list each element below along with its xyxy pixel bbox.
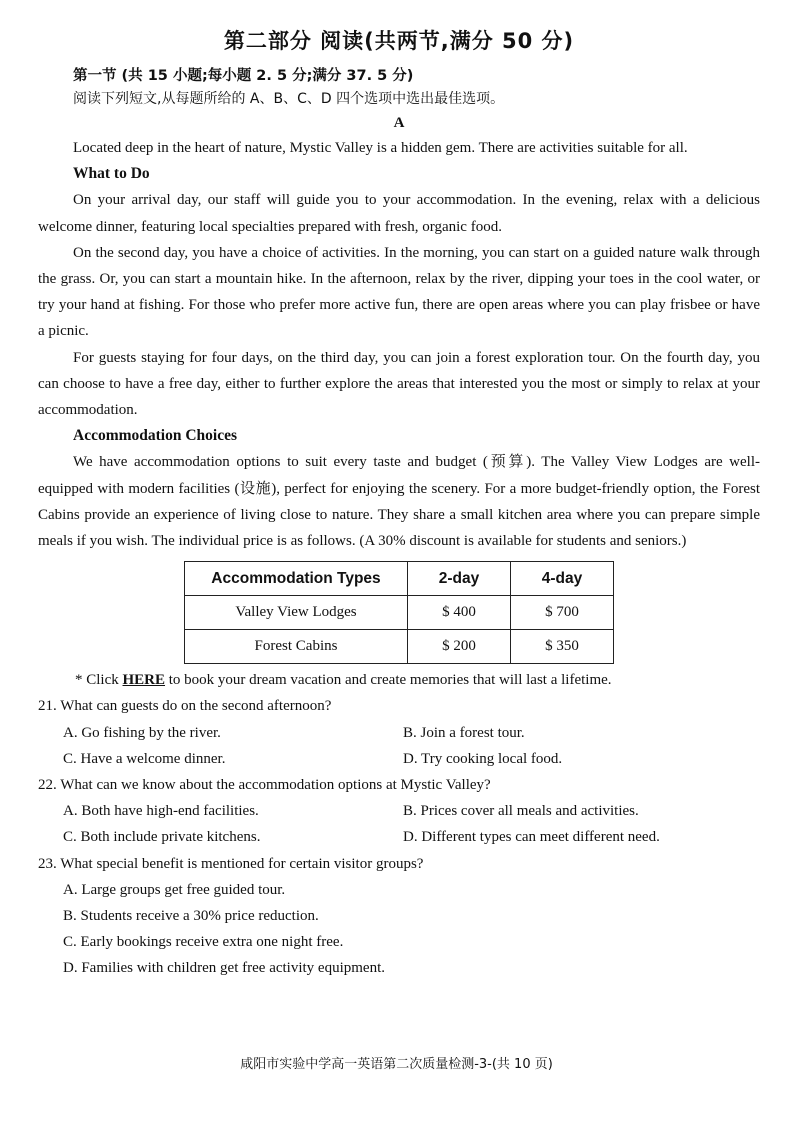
table-cell: Forest Cabins [185, 630, 408, 664]
option: C. Both include private kitchens. [63, 829, 261, 846]
option: B. Prices cover all meals and activities. [403, 803, 639, 820]
booking-suffix: to book your dream vacation and create memories that will last a lifetime. [168, 672, 612, 689]
option: D. Families with children get free activity equipment. [63, 960, 385, 977]
table-header: 4-day [511, 562, 614, 596]
price-table [184, 561, 614, 664]
option: B. Join a forest tour. [403, 724, 525, 741]
question-options [63, 798, 760, 850]
booking-link[interactable]: HERE [122, 672, 166, 689]
option: C. Early bookings receive extra one night free. [63, 934, 344, 951]
paragraph-accommodation: We have accommodation options to suit every taste and budget (预算). The Valley View Lodges are well-equipped with modern facilities (设施), perfect for enjoying the scenery. For a more budget-friendly option, the Forest Cabins provide an experience of living close to nature. They share a small kitchen area where you can prepare simple meals if you wish. The individual price is as follows. (A 30% discount is available for students and seniors.) [38, 454, 760, 550]
paragraph-second-day: On the second day, you have a choice of activities. In the morning, you can start on a guided nature walk through the grass. Or, you can start a mountain hike. In the afternoon, relax by the river, dipping your toes in the cool water, or try your hand at fishing. For those who prefer more active fun, there are open areas where you can play frisbee or have a picnic. [38, 244, 760, 340]
instructions: 阅读下列短文,从每题所给的 A、B、C、D 四个选项中选出最佳选项。 [73, 91, 505, 107]
paragraph-arrival: On your arrival day, our staff will guide you to your accommodation. In the evening, relax with a delicious welcome dinner, featuring local specialties prepared with fresh, organic food. [38, 192, 760, 235]
option: D. Try cooking local food. [403, 750, 563, 767]
table-header: 2-day [408, 562, 511, 596]
section-heading: 第一节 (共 15 小题;每小题 2. 5 分;满分 37. 5 分) [73, 68, 414, 84]
passage-letter: A [393, 115, 405, 131]
passage-intro: Located deep in the heart of nature, Mystic Valley is a hidden gem. There are activities suitable for all. [73, 140, 688, 156]
page-footer: 咸阳市实验中学高一英语第二次质量检测-3-(共 10 页) [240, 1057, 553, 1072]
option: B. Students receive a 30% price reduction. [63, 908, 319, 925]
option: D. Different types can meet different need. [403, 829, 660, 846]
table-cell: $ 700 [511, 596, 614, 630]
table-cell: $ 350 [511, 630, 614, 664]
option: A. Both have high-end facilities. [63, 803, 259, 820]
subheading-accommodation: Accommodation Choices [73, 427, 238, 445]
table-cell: Valley View Lodges [185, 596, 408, 630]
option: C. Have a welcome dinner. [63, 750, 226, 767]
subheading-what-to-do: What to Do [73, 165, 150, 183]
question-stem: 23. What special benefit is mentioned for certain visitor groups? [38, 855, 424, 872]
option: A. Go fishing by the river. [63, 724, 221, 741]
question-stem: 22. What can we know about the accommodation options at Mystic Valley? [38, 777, 491, 794]
table-row [185, 596, 614, 630]
booking-prefix: * Click [75, 672, 119, 689]
table-cell: $ 400 [408, 596, 511, 630]
table-header-row [185, 562, 614, 596]
exam-page [38, 24, 760, 982]
table-header: Accommodation Types [185, 562, 408, 596]
table-cell: $ 200 [408, 630, 511, 664]
paragraph-four-days: For guests staying for four days, on the third day, you can join a forest exploration tour. On the fourth day, you can choose to have a free day, either to further explore the areas that interested you the most or simply to relax at your accommodation. [38, 349, 760, 419]
question-options [63, 720, 760, 772]
table-row [185, 630, 614, 664]
question-stem: 21. What can guests do on the second afternoon? [38, 698, 332, 715]
option: A. Large groups get free guided tour. [63, 881, 286, 898]
part-title: 第二部分 阅读(共两节,满分 50 分) [223, 29, 575, 53]
booking-line [75, 667, 760, 693]
